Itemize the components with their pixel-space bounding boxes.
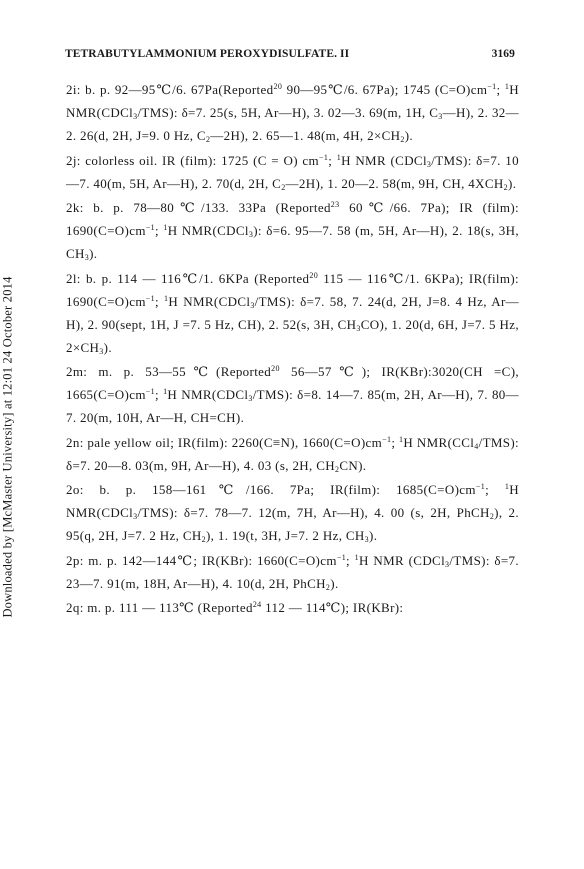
compound-entry-2n: 2n: pale yellow oil; IR(film): 2260(C≡N), $1660(C=O)cm^{-1}$; $^1$H NMR(CCl$_4$/TMS): δ=7. 20—8. 03(m, 9H, Ar—H), 4. 03 (s, 2H, $CH_2CN$).	[66, 434, 519, 474]
compound-entry-2o: 2o: b. p. 158—161℃/166. 7Pa; IR(film): $1685(C=O)cm^{-1}$; $^1$H NMR(CDCl$_3$/TMS): δ=7. 78—7. 12(m, 7H, Ar—H), 4. 00 (s, 2H, PhCH$_2$), 2. 95(q, 2H, J=7. 2 Hz, $CH_2$), 1. 19(t, 3H, J=7. 2 Hz, $CH_3$).	[66, 482, 519, 544]
download-watermark	[0, 232, 22, 662]
experimental-data-list	[66, 78, 519, 621]
page-number: 3169	[491, 48, 515, 60]
compound-entry-2j: 2j: colorless oil. IR (film): 1725 (C = O) $cm^{-1}$; $^1$H NMR (CDCl$_3$/TMS): δ=7. 10—7. 40(m, 5H, Ar—H), 2. 70(d, 2H, $C_2—2H$), 1. 20—2. 58(m, 9H, CH, $4XCH_2$).	[66, 152, 519, 192]
compound-entry-2l: 2l: b. p. 114 — 116℃/1. 6KPa (Reported$^{20}$ 115 — 116℃/1. 6KPa); IR(film): $1690(C=O)cm^{-1}$; $^1$H NMR(CDCl$_3$/TMS): δ=7. 58, 7. 24(d, 2H, J=8. 4 Hz, Ar—H), 2. 90(sept, 1H, J =7. 5 Hz, CH), 2. 52(s, 3H, $CH_3CO$), 1. 20(d, 6H, J=7. 5 Hz, $2\times CH_3$).	[66, 270, 519, 356]
download-watermark-text: Downloaded by [McMaster University] at 12:01 24 October 2014	[0, 276, 15, 618]
compound-entry-2q: 2q: m. p. 111 — 113℃ (Reported$^{24}$ 112 — 114℃); IR(KBr):	[66, 600, 404, 615]
compound-entry-2m: 2m: m. p. 53—55℃(Reported$^{20}$ 56—57℃); IR(KBr):3020(CH =C), $1665(C=O)cm^{-1}$; $^1$H NMR(CDCl$_3$/TMS): δ=8. 14—7. 85(m, 2H, Ar—H), 7. 80—7. 20(m, 10H, Ar—H, CH=CH).	[66, 364, 520, 425]
compound-entry-2p: 2p: m. p. 142—144℃; IR(KBr): $1660(C=O)cm^{-1}$; $^1$H NMR (CDCl$_3$/TMS): δ=7. 23—7. 91(m, 18H, Ar—H), 4. 10(d, 2H, PhCH$_2$).	[66, 552, 520, 592]
running-head	[65, 48, 515, 66]
compound-entry-2k: 2k: b. p. 78—80℃/133. 33Pa (Reported$^{23}$ 60℃/66. 7Pa); IR (film): $1690(C=O)cm^{-1}$; $^1$H NMR(CDCl$_3$): δ=6. 95—7. 58 (m, 5H, Ar—H), 2. 18(s, 3H, $CH_3$).	[66, 200, 519, 262]
running-head-title: TETRABUTYLAMMONIUM PEROXYDISULFATE. II	[65, 48, 350, 60]
compound-entry-2i: 2i: b. p. 92—95℃/6. 67Pa(Reported$^{20}$ 90—95℃/6. 67Pa); 1745 $(C=O)cm^{-1}$; $^1$H NMR(CDCl$_3$/TMS): δ=7. 25(s, 5H, Ar—H), 3. 02—3. 69(m, 1H, $C_3—H$), 2. 32—2. 26(d, 2H, J=9. 0 Hz, $C_2—2H$), 2. 65—1. 48(m, 4H, $2\times CH_2$).	[66, 82, 519, 144]
